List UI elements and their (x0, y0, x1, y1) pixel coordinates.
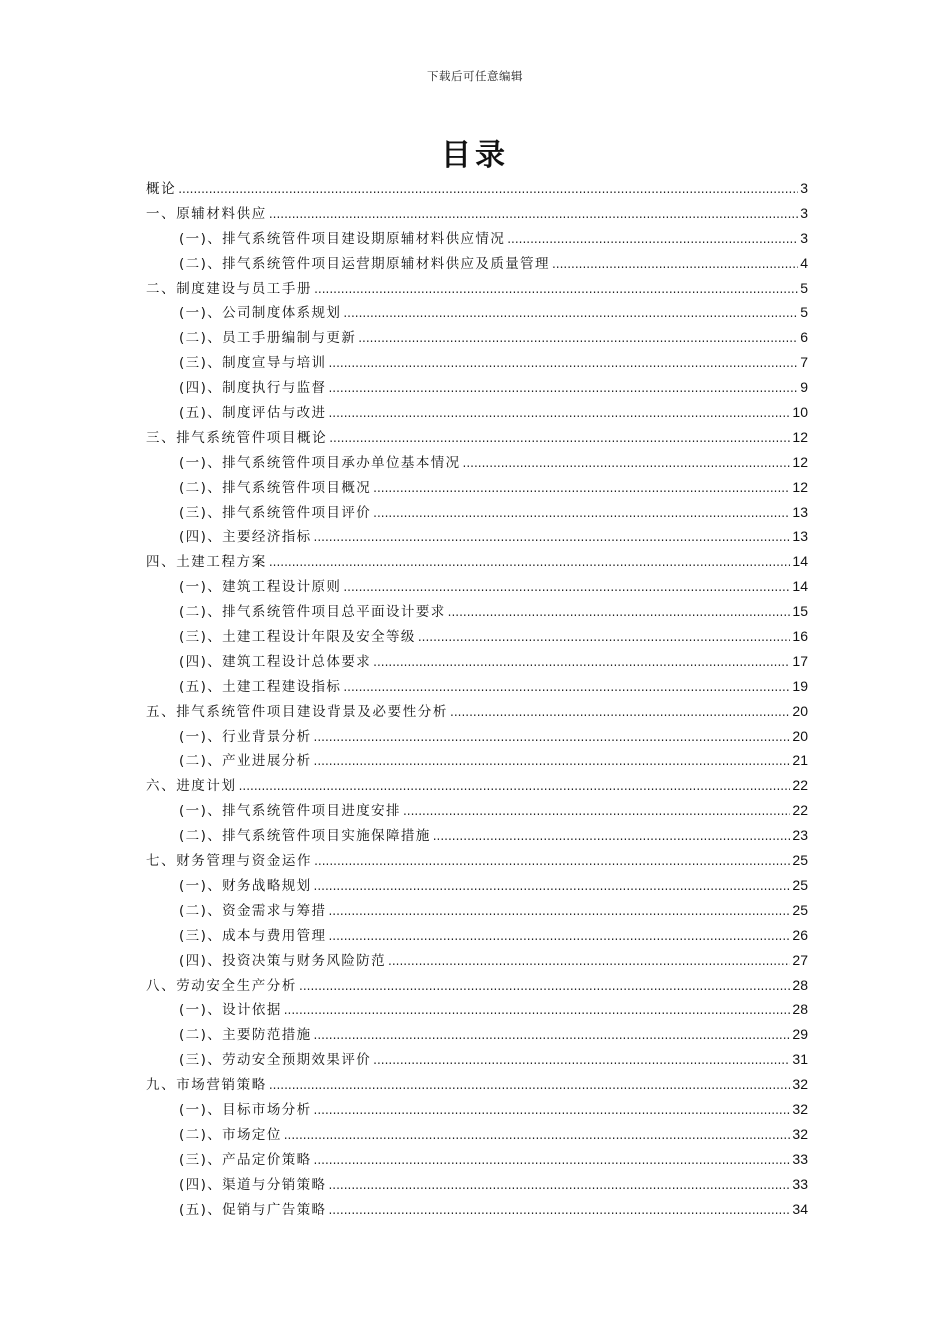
toc-entry[interactable] (146, 226, 808, 251)
toc-leader-dots (373, 650, 790, 675)
toc-entry-page-number: 33 (792, 1150, 808, 1167)
toc-entry-page-number: 15 (792, 603, 808, 620)
toc-entry[interactable] (146, 276, 808, 301)
toc-entry-label: (一)、排气系统管件项目进度安排 (179, 803, 401, 820)
toc-entry-label: (五)、土建工程建设指标 (179, 678, 342, 695)
toc-leader-dots (269, 202, 798, 227)
toc-leader-dots (343, 675, 790, 700)
toc-entry-page-number: 3 (800, 204, 808, 221)
toc-entry-label: (三)、土建工程设计年限及安全等级 (179, 629, 416, 646)
toc-entry-label: (四)、渠道与分销策略 (179, 1176, 327, 1193)
toc-entry-label: (四)、投资决策与财务风险防范 (179, 952, 387, 969)
toc-entry[interactable] (146, 549, 808, 574)
toc-leader-dots (463, 451, 791, 476)
toc-leader-dots (328, 376, 798, 401)
toc-entry-page-number: 3 (800, 229, 808, 246)
toc-entry-page-number: 33 (792, 1175, 808, 1192)
toc-leader-dots (358, 326, 798, 351)
toc-entry-page-number: 5 (800, 304, 808, 321)
toc-entry[interactable] (146, 325, 808, 350)
toc-entry-page-number: 4 (800, 254, 808, 271)
toc-entry-label: (一)、建筑工程设计原则 (179, 579, 342, 596)
toc-entry-label: 六、进度计划 (146, 778, 237, 795)
toc-leader-dots (373, 476, 790, 501)
toc-leader-dots (343, 301, 798, 326)
toc-entry-page-number: 25 (792, 852, 808, 869)
toc-entry[interactable] (146, 699, 808, 724)
toc-leader-dots (552, 252, 798, 277)
toc-leader-dots (343, 575, 790, 600)
toc-entry[interactable] (146, 624, 808, 649)
toc-entry[interactable] (146, 375, 808, 400)
toc-entry-page-number: 27 (792, 951, 808, 968)
toc-entry-page-number: 13 (792, 528, 808, 545)
toc-entry[interactable] (146, 773, 808, 798)
toc-entry-page-number: 12 (792, 453, 808, 470)
toc-entry[interactable] (146, 1097, 808, 1122)
toc-entry[interactable] (146, 1172, 808, 1197)
toc-entry-label: (二)、主要防范措施 (179, 1027, 312, 1044)
toc-entry-page-number: 19 (792, 677, 808, 694)
toc-entry-label: (二)、员工手册编制与更新 (179, 330, 357, 347)
toc-entry[interactable] (146, 823, 808, 848)
toc-leader-dots (299, 974, 790, 999)
toc-leader-dots (284, 1123, 791, 1148)
toc-entry-page-number: 28 (792, 976, 808, 993)
toc-entry-page-number: 32 (792, 1100, 808, 1117)
toc-entry[interactable] (146, 1022, 808, 1047)
toc-entry-page-number: 28 (792, 1001, 808, 1018)
toc-entry[interactable] (146, 674, 808, 699)
toc-leader-dots (314, 277, 798, 302)
toc-entry-page-number: 23 (792, 827, 808, 844)
toc-leader-dots (418, 625, 791, 650)
toc-entry-page-number: 3 (800, 180, 808, 196)
toc-entry-label: 三、排气系统管件项目概论 (146, 429, 328, 446)
toc-entry-label: 四、土建工程方案 (146, 554, 267, 571)
toc-entry-label: 七、财务管理与资金运作 (146, 853, 313, 870)
toc-entry-page-number: 25 (792, 876, 808, 893)
toc-entry[interactable] (146, 251, 808, 276)
toc-entry[interactable] (146, 450, 808, 475)
toc-entry-label: (五)、促销与广告策略 (179, 1201, 327, 1218)
toc-leader-dots (388, 949, 790, 974)
toc-entry-page-number: 7 (800, 354, 808, 371)
toc-entry-label: (一)、财务战略规划 (179, 877, 312, 894)
toc-leader-dots (328, 899, 790, 924)
toc-entry-label: (二)、资金需求与筹措 (179, 902, 327, 919)
toc-entry-page-number: 17 (792, 652, 808, 669)
toc-entry[interactable] (146, 201, 808, 226)
toc-entry-page-number: 31 (792, 1051, 808, 1068)
toc-entry-label: (二)、排气系统管件项目概况 (179, 479, 372, 496)
toc-leader-dots (507, 227, 798, 252)
toc-leader-dots (314, 874, 791, 899)
toc-leader-dots (328, 924, 790, 949)
toc-entry-label: (一)、目标市场分析 (179, 1101, 312, 1118)
toc-entry-page-number: 22 (792, 802, 808, 819)
toc-leader-dots (373, 1048, 790, 1073)
toc-leader-dots (239, 774, 791, 799)
toc-entry[interactable] (146, 898, 808, 923)
toc-entry[interactable] (146, 400, 808, 425)
toc-entry[interactable] (146, 848, 808, 873)
toc-leader-dots (403, 799, 790, 824)
toc-entry-label: (一)、设计依据 (179, 1002, 282, 1019)
toc-title: 目录 (441, 138, 509, 173)
toc-leader-dots (328, 401, 790, 426)
table-of-contents (146, 176, 808, 1221)
toc-entry-page-number: 25 (792, 901, 808, 918)
toc-entry[interactable] (146, 748, 808, 773)
toc-entry[interactable] (146, 524, 808, 549)
toc-leader-dots (450, 700, 790, 725)
toc-entry-label: (三)、成本与费用管理 (179, 927, 327, 944)
toc-entry[interactable] (146, 1072, 808, 1097)
toc-entry-label: (二)、排气系统管件项目总平面设计要求 (179, 604, 446, 621)
toc-entry-label: (三)、排气系统管件项目评价 (179, 504, 372, 521)
toc-entry[interactable] (146, 1147, 808, 1172)
toc-entry-page-number: 32 (792, 1125, 808, 1142)
toc-entry-page-number: 26 (792, 926, 808, 943)
toc-leader-dots (373, 501, 790, 526)
toc-entry-label: 概论 (146, 181, 177, 197)
toc-entry[interactable] (146, 1197, 808, 1222)
toc-entry-label: 一、原辅材料供应 (146, 205, 267, 222)
toc-entry-page-number: 14 (792, 553, 808, 570)
toc-entry[interactable] (146, 997, 808, 1022)
toc-entry-label: (四)、制度执行与监督 (179, 380, 327, 397)
toc-entry-label: (一)、排气系统管件项目建设期原辅材料供应情况 (179, 230, 506, 247)
toc-entry-label: (四)、主要经济指标 (179, 529, 312, 546)
toc-leader-dots (314, 1148, 791, 1173)
toc-entry-page-number: 29 (792, 1026, 808, 1043)
toc-entry[interactable] (146, 425, 808, 450)
toc-entry-page-number: 21 (792, 752, 808, 769)
toc-leader-dots (433, 824, 791, 849)
toc-entry-label: (三)、制度宣导与培训 (179, 355, 327, 372)
toc-leader-dots (314, 525, 791, 550)
toc-entry-page-number: 20 (792, 702, 808, 719)
toc-entry[interactable] (146, 176, 808, 201)
toc-entry-label: (二)、排气系统管件项目运营期原辅材料供应及质量管理 (179, 255, 550, 272)
header-note: 下载后可任意编辑 (427, 69, 523, 83)
toc-entry-page-number: 34 (792, 1200, 808, 1217)
toc-leader-dots (314, 849, 790, 874)
toc-entry-label: 八、劳动安全生产分析 (146, 977, 297, 994)
toc-entry-label: 二、制度建设与员工手册 (146, 280, 313, 297)
toc-entry-page-number: 13 (792, 503, 808, 520)
toc-entry-page-number: 10 (792, 404, 808, 421)
toc-entry-page-number: 20 (792, 727, 808, 744)
toc-leader-dots (178, 177, 798, 202)
toc-leader-dots (314, 1023, 791, 1048)
toc-leader-dots (448, 600, 791, 625)
toc-leader-dots (314, 1098, 791, 1123)
toc-leader-dots (328, 351, 798, 376)
toc-entry-page-number: 12 (792, 428, 808, 445)
toc-entry-page-number: 9 (800, 379, 808, 396)
toc-leader-dots (269, 1073, 791, 1098)
toc-entry-label: (三)、产品定价策略 (179, 1151, 312, 1168)
toc-leader-dots (314, 749, 791, 774)
toc-entry-label: 五、排气系统管件项目建设背景及必要性分析 (146, 703, 448, 720)
toc-leader-dots (269, 550, 791, 575)
toc-entry[interactable] (146, 948, 808, 973)
toc-entry[interactable] (146, 350, 808, 375)
toc-entry-label: (四)、建筑工程设计总体要求 (179, 653, 372, 670)
toc-entry-label: (二)、产业进展分析 (179, 753, 312, 770)
toc-entry[interactable] (146, 973, 808, 998)
toc-entry-label: (二)、排气系统管件项目实施保障措施 (179, 828, 431, 845)
toc-entry-label: (一)、公司制度体系规划 (179, 305, 342, 322)
toc-entry-label: (三)、劳动安全预期效果评价 (179, 1052, 372, 1069)
toc-leader-dots (328, 1198, 790, 1223)
toc-leader-dots (284, 998, 791, 1023)
toc-leader-dots (314, 725, 791, 750)
toc-entry-label: 九、市场营销策略 (146, 1077, 267, 1094)
toc-entry[interactable] (146, 599, 808, 624)
toc-entry[interactable] (146, 798, 808, 823)
toc-entry-page-number: 32 (792, 1076, 808, 1093)
toc-entry-page-number: 16 (792, 628, 808, 645)
toc-leader-dots (329, 426, 790, 451)
toc-entry[interactable] (146, 923, 808, 948)
toc-entry[interactable] (146, 500, 808, 525)
toc-entry[interactable] (146, 724, 808, 749)
toc-entry-page-number: 6 (800, 329, 808, 346)
toc-entry-page-number: 22 (792, 777, 808, 794)
toc-entry[interactable] (146, 649, 808, 674)
toc-entry[interactable] (146, 873, 808, 898)
toc-entry-label: (一)、行业背景分析 (179, 728, 312, 745)
toc-entry[interactable] (146, 1047, 808, 1072)
toc-entry[interactable] (146, 574, 808, 599)
toc-entry-page-number: 14 (792, 578, 808, 595)
toc-entry-page-number: 12 (792, 478, 808, 495)
toc-entry-label: (五)、制度评估与改进 (179, 405, 327, 422)
toc-entry[interactable] (146, 300, 808, 325)
toc-leader-dots (328, 1173, 790, 1198)
toc-entry-label: (二)、市场定位 (179, 1126, 282, 1143)
toc-entry-page-number: 5 (800, 279, 808, 296)
toc-entry[interactable] (146, 1122, 808, 1147)
toc-entry[interactable] (146, 475, 808, 500)
toc-entry-label: (一)、排气系统管件项目承办单位基本情况 (179, 454, 461, 471)
